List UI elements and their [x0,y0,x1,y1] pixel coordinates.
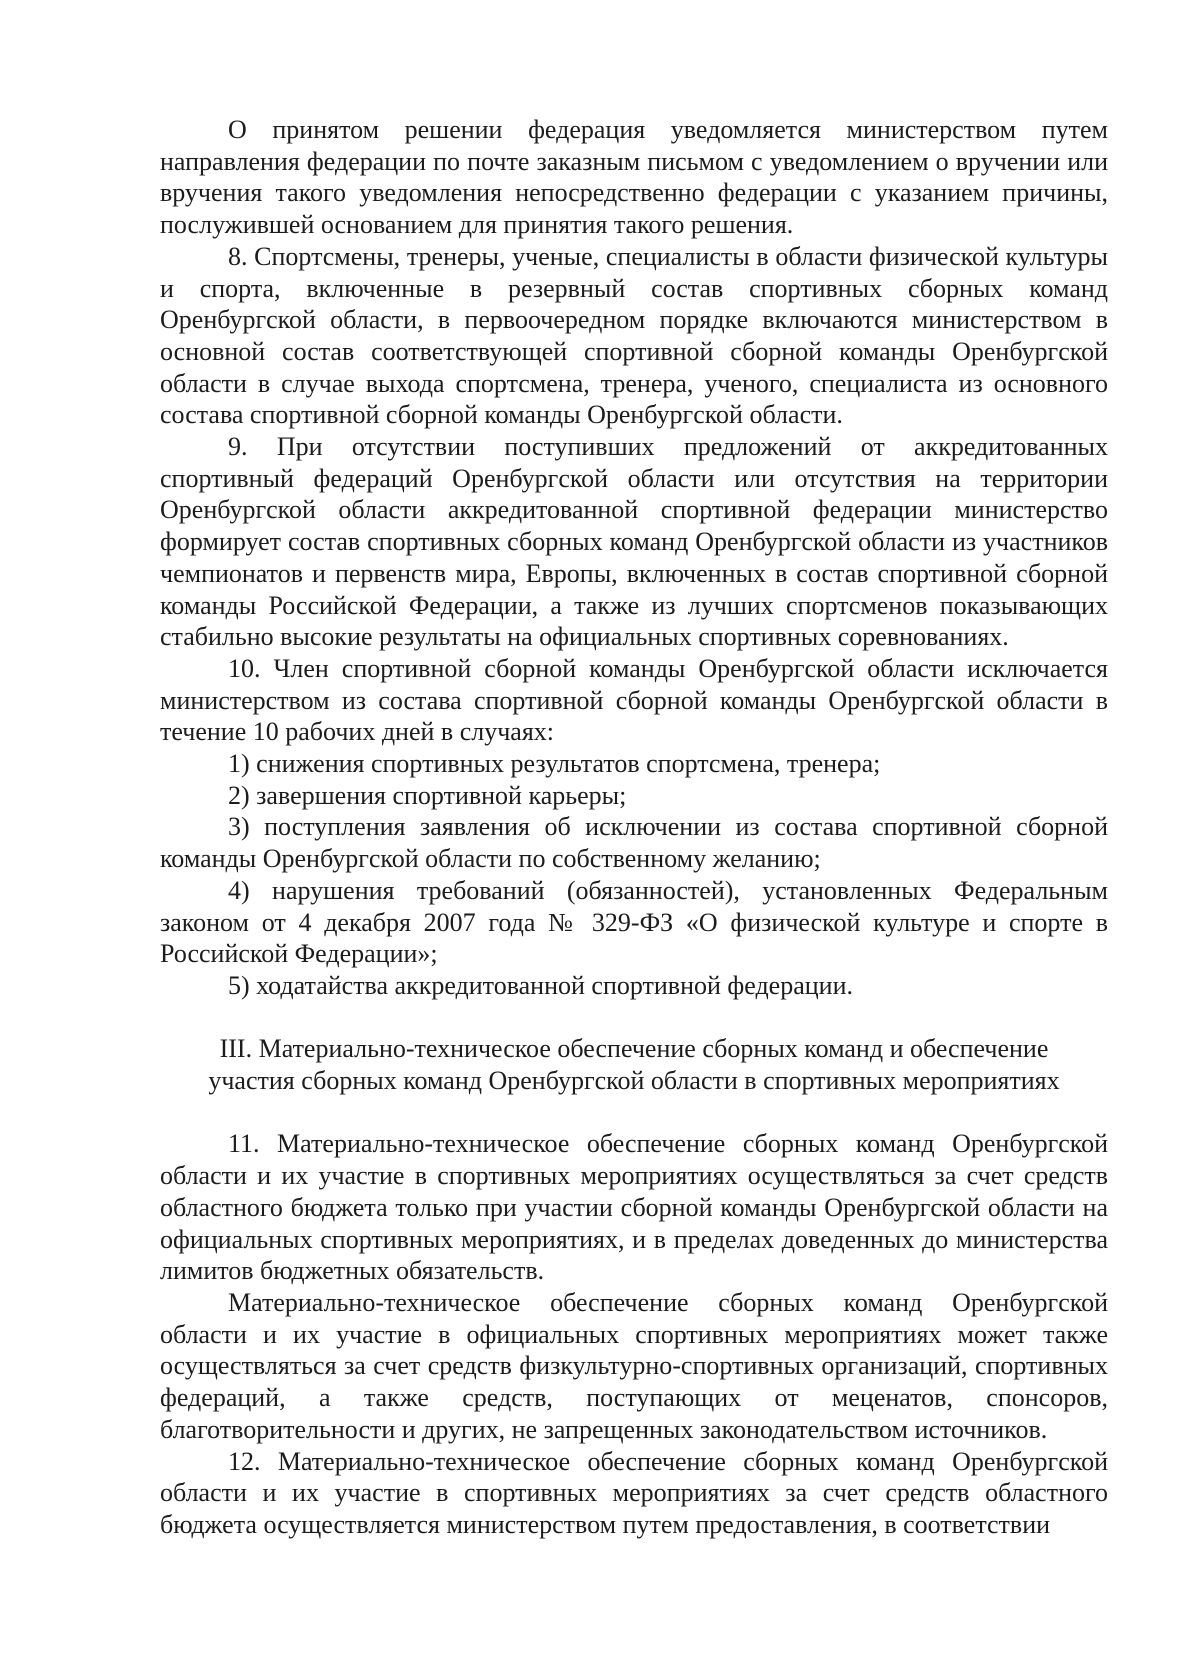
list-item-5: 5) ходатайства аккредитованной спортивной федерации. [228,970,853,1000]
section-heading [160,1033,1108,1096]
paragraph-item-8: 8. Спортсмены, тренеры, ученые, специалисты в области физической культуры и спорта, включенные в резервный состав спортивных сборных команд Оренбургской области, в первоочередном порядке включаются министерством в основной состав соответствующей спортивной сборной команды Оренбургской области в случае выхода спортсмена, тренера, ученого, специалиста из основного состава спортивной сборной команды Оренбургской области. [160,241,1108,430]
document-page [160,114,1108,1541]
paragraph-item-11: 11. Материально-техническое обеспечение сборных команд Оренбургской области и их участие в спортивных мероприятиях осуществляться за счет средств областного бюджета только при участии сборной команды Оренбургской области на официальных спортивных мероприятиях, и в пределах доведенных до министерства лимитов бюджетных обязательств. [160,1129,1108,1286]
paragraph-material-support: Материально-техническое обеспечение сборных команд Оренбургской области и их участие в официальных спортивных мероприятиях может также осуществляться за счет средств физкультурно-спортивных организаций, спортивных федераций, а также средств, поступающих от меценатов, спонсоров, благотворительности и других, не запрещенных законодательством источников. [160,1287,1108,1444]
list-item-1: 1) снижения спортивных результатов спортсмена, тренера; [228,749,881,779]
paragraph-item-10: 10. Член спортивной сборной команды Оренбургской области исключается министерством из состава спортивной сборной команды Оренбургской области в течение 10 рабочих дней в случаях: [160,653,1108,747]
section-heading-line-1: III. Материально-техническое обеспечение сборных команд и обеспечение [219,1034,1049,1064]
list-item-3: 3) поступления заявления об исключении из состава спортивной сборной команды Оренбургской области по собственному желанию; [160,812,1108,874]
paragraph-item-12: 12. Материально-техническое обеспечение сборных команд Оренбургской области и их участие в спортивных мероприятиях за счет средств областного бюджета осуществляется министерством путем предоставления, в соответствии [160,1446,1108,1539]
list-item-4: 4) нарушения требований (обязанностей), установленных Федеральным законом от 4 декабря 2007 года № 329-ФЗ «О физической культуре и спорте в Российской Федерации»; [160,875,1108,969]
list-item-2: 2) завершения спортивной карьеры; [228,780,627,810]
paragraph-federation-notice: О принятом решении федерация уведомляется министерством путем направления федерации по почте заказным письмом с уведомлением о вручении или вручения такого уведомления непосредственно федерации с указанием причины, послужившей основанием для принятия такого решения. [160,115,1108,240]
section-heading-line-2: участия сборных команд Оренбургской области в спортивных мероприятиях [208,1066,1060,1096]
paragraph-item-9: 9. При отсутствии поступивших предложений от аккредитованных спортивный федераций Оренбургской области или отсутствия на территории Оренбургской области аккредитованной спортивной федерации министерство формирует состав спортивных сборных команд Оренбургской области из участников чемпионатов и первенств мира, Европы, включенных в состав спортивной сборной команды Российской Федерации, а также из лучших спортсменов показывающих стабильно высокие результаты на официальных спортивных соревнованиях. [160,432,1108,652]
